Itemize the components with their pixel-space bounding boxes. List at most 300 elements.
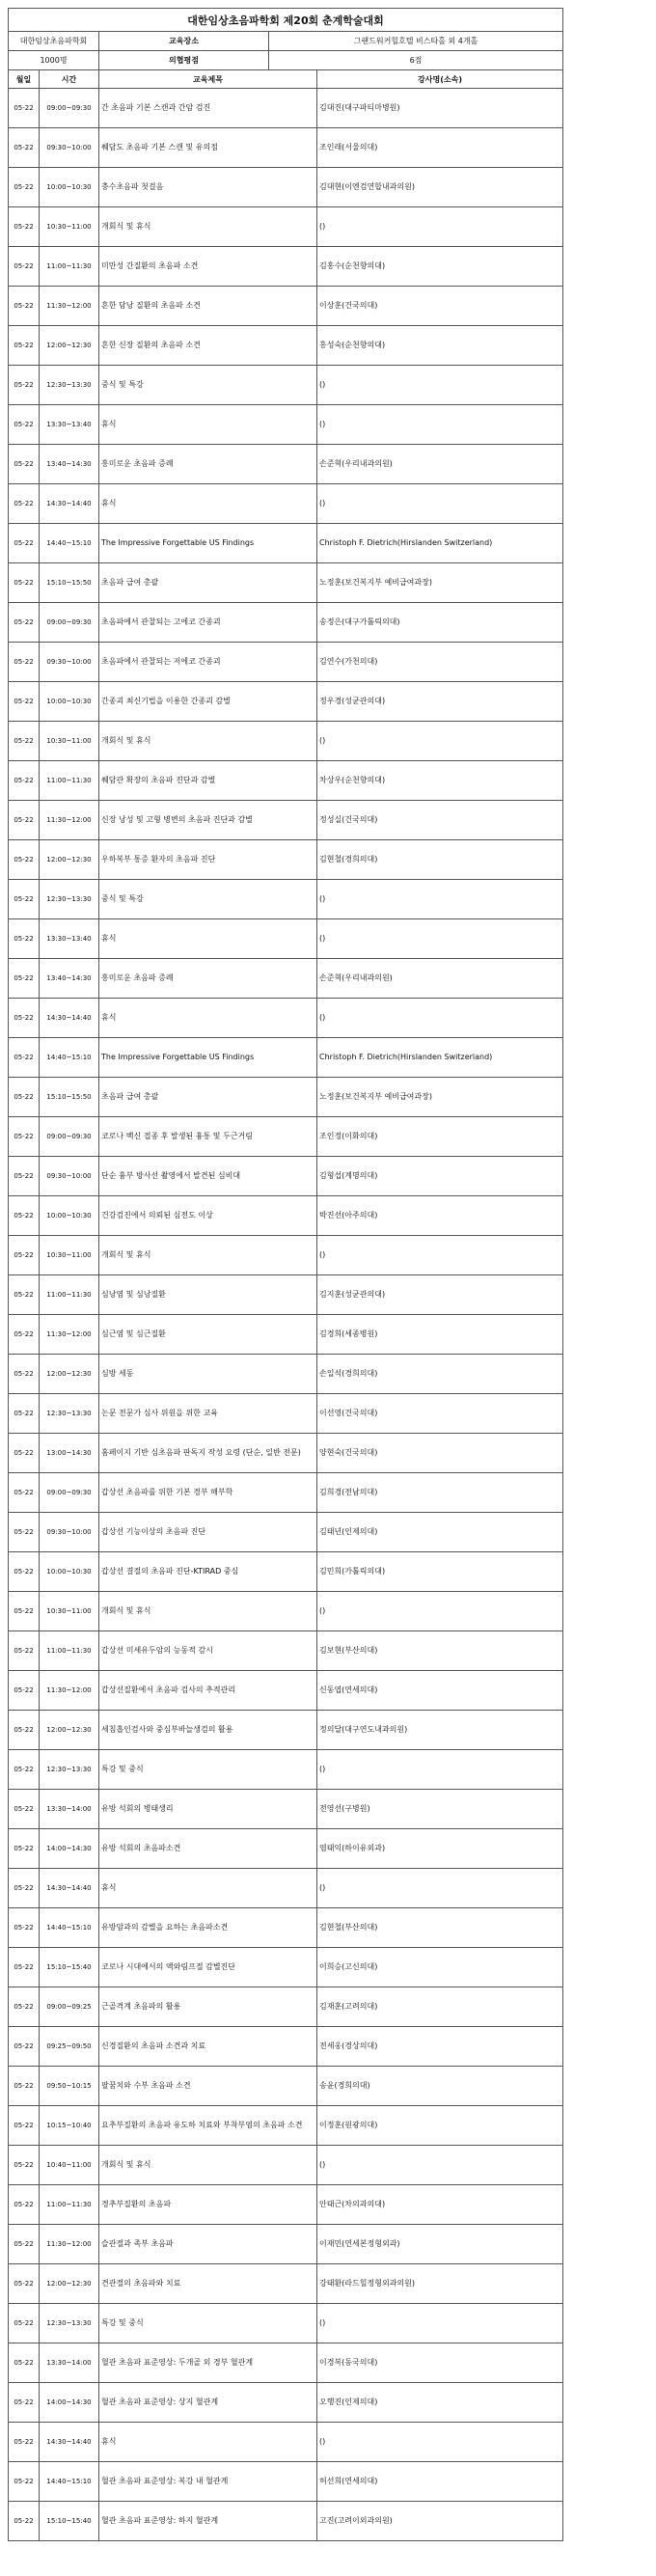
- row-speaker: (): [319, 1883, 326, 1892]
- row-title: 미만성 간질환의 초음파 소견: [101, 261, 199, 270]
- table-row: [9, 1829, 563, 1869]
- row-title: 흔한 신장 질환의 초음파 소견: [101, 341, 201, 349]
- row-title: The Impressive Forgettable US Findings: [101, 538, 255, 547]
- row-time-cell: [40, 1829, 99, 1869]
- row-speaker-cell: [317, 722, 563, 761]
- row-speaker-cell: [317, 1157, 563, 1196]
- row-title: 특강 및 중식: [101, 2318, 144, 2327]
- row-time: 12:00~12:30: [46, 342, 92, 349]
- row-speaker: 김현철(부산의대): [319, 1923, 378, 1932]
- row-title-cell: [99, 2146, 317, 2185]
- row-title-cell: [99, 1275, 317, 1315]
- row-time: 14:40~15:10: [46, 1924, 92, 1932]
- row-date: 05-22: [14, 2042, 34, 2050]
- table-row: [9, 1275, 563, 1315]
- row-title: 췌담관 확장의 초음파 진단과 감별: [101, 776, 216, 784]
- row-time: 12:30~13:30: [46, 895, 92, 903]
- row-speaker-cell: [317, 1790, 563, 1829]
- row-time-cell: [40, 1473, 99, 1513]
- table-row: [9, 1592, 563, 1631]
- row-time-cell: [40, 563, 99, 603]
- row-date-cell: [9, 761, 40, 801]
- row-title-cell: [99, 2027, 317, 2067]
- row-speaker-cell: [317, 761, 563, 801]
- row-title-cell: [99, 1592, 317, 1631]
- row-time-cell: [40, 89, 99, 128]
- row-time: 13:30~14:00: [46, 2359, 92, 2367]
- row-title: 중식 및 특강: [101, 894, 144, 903]
- row-time: 12:30~13:30: [46, 2319, 92, 2327]
- row-speaker-cell: [317, 2225, 563, 2264]
- row-time-cell: [40, 840, 99, 880]
- table-row: [9, 1315, 563, 1355]
- row-time: 11:00~11:30: [46, 2201, 92, 2208]
- document-title: 대한임상초음파학회 제20회 춘계학술대회: [9, 9, 563, 32]
- row-title: 초음파에서 관찰되는 고에코 간종괴: [101, 617, 221, 626]
- row-date-cell: [9, 128, 40, 168]
- row-date: 05-22: [14, 777, 34, 784]
- row-date-cell: [9, 2106, 40, 2146]
- row-title: 충수초음파 첫걸음: [101, 182, 164, 191]
- row-speaker-cell: [317, 1750, 563, 1790]
- row-date: 05-22: [14, 618, 34, 626]
- row-date: 05-22: [14, 1805, 34, 1813]
- row-title: 휴식: [101, 2437, 117, 2446]
- row-time: 12:30~13:30: [46, 381, 92, 389]
- row-title-cell: [99, 1829, 317, 1869]
- row-title-cell: [99, 2185, 317, 2225]
- row-title: 흥미로운 초음파 증례: [101, 459, 174, 468]
- row-date: 05-22: [14, 1133, 34, 1140]
- table-row: [9, 1908, 563, 1948]
- row-time-cell: [40, 2146, 99, 2185]
- row-title-cell: [99, 840, 317, 880]
- table-row: [9, 2264, 563, 2304]
- row-date: 05-22: [14, 1093, 34, 1101]
- row-date: 05-22: [14, 460, 34, 468]
- table-row: [9, 722, 563, 761]
- row-time-cell: [40, 287, 99, 326]
- table-row: [9, 2502, 563, 2541]
- row-date: 05-22: [14, 935, 34, 943]
- row-time-cell: [40, 128, 99, 168]
- table-row: [9, 1117, 563, 1157]
- row-time: 11:30~12:00: [46, 816, 92, 824]
- row-title: The Impressive Forgettable US Findings: [101, 1053, 255, 1061]
- row-title-cell: [99, 1671, 317, 1711]
- row-date-cell: [9, 326, 40, 366]
- row-time: 09:30~10:00: [46, 658, 92, 666]
- table-row: [9, 682, 563, 722]
- row-title-cell: [99, 2304, 317, 2343]
- row-title-cell: [99, 1711, 317, 1750]
- row-speaker-cell: [317, 326, 563, 366]
- row-speaker: (): [319, 736, 326, 745]
- row-speaker-cell: [317, 1196, 563, 1236]
- row-time-cell: [40, 1631, 99, 1671]
- table-row: [9, 999, 563, 1038]
- row-time: 09:30~10:00: [46, 1528, 92, 1536]
- row-speaker: (): [319, 894, 326, 903]
- row-time-cell: [40, 366, 99, 405]
- row-date-cell: [9, 1117, 40, 1157]
- row-title-cell: [99, 2264, 317, 2304]
- row-time: 12:00~12:30: [46, 856, 92, 863]
- row-title: 갑상선 결절의 초음파 진단-KTIRAD 중심: [101, 1567, 239, 1576]
- row-date: 05-22: [14, 1449, 34, 1457]
- row-speaker-cell: [317, 484, 563, 524]
- row-date-cell: [9, 168, 40, 207]
- row-time: 10:00~10:30: [46, 1212, 92, 1219]
- row-date: 05-22: [14, 144, 34, 151]
- row-time: 13:40~14:30: [46, 974, 92, 982]
- row-title-cell: [99, 1987, 317, 2027]
- table-row: [9, 2106, 563, 2146]
- row-date: 05-22: [14, 2201, 34, 2208]
- row-time-cell: [40, 1671, 99, 1711]
- table-row: [9, 1157, 563, 1196]
- row-title: 초음파 급여 총괄: [101, 1092, 159, 1101]
- row-time-cell: [40, 1869, 99, 1908]
- row-title-cell: [99, 2067, 317, 2106]
- row-time-cell: [40, 1513, 99, 1552]
- row-time: 10:00~10:30: [46, 1568, 92, 1576]
- table-row: [9, 2343, 563, 2383]
- table-row: [9, 168, 563, 207]
- row-time: 15:10~15:40: [46, 1963, 92, 1971]
- row-speaker-cell: [317, 2423, 563, 2462]
- row-speaker: 송정은(대구가톨릭의대): [319, 617, 400, 626]
- row-title-cell: [99, 761, 317, 801]
- row-time-cell: [40, 2067, 99, 2106]
- header-subject: 교육제목: [99, 70, 317, 89]
- row-title: 중식 및 특강: [101, 380, 144, 389]
- row-title: 초음파에서 관찰되는 저에코 간종괴: [101, 657, 221, 666]
- table-row: [9, 1948, 563, 1987]
- row-date: 05-22: [14, 1607, 34, 1615]
- row-title: 건강검진에서 의뢰된 심전도 이상: [101, 1211, 213, 1219]
- row-date-cell: [9, 840, 40, 880]
- row-title-cell: [99, 643, 317, 682]
- row-time-cell: [40, 801, 99, 840]
- row-speaker-cell: [317, 1869, 563, 1908]
- table-row: [9, 1236, 563, 1275]
- row-title: 유방 석회의 초음파소견: [101, 1844, 181, 1852]
- row-time: 13:30~13:40: [46, 935, 92, 943]
- row-title: 심낭염 및 심낭질환: [101, 1290, 166, 1299]
- row-time-cell: [40, 2423, 99, 2462]
- row-date-cell: [9, 2264, 40, 2304]
- row-speaker-cell: [317, 801, 563, 840]
- row-speaker: 송윤(경희의대): [319, 2081, 370, 2090]
- row-date: 05-22: [14, 1370, 34, 1378]
- row-date: 05-22: [14, 1726, 34, 1734]
- row-time-cell: [40, 1394, 99, 1434]
- row-date: 05-22: [14, 2280, 34, 2288]
- row-speaker: 손준혁(우리내과의원): [319, 459, 393, 468]
- society-name: 대한임상초음파학회: [9, 32, 99, 51]
- table-row: [9, 1394, 563, 1434]
- row-date: 05-22: [14, 1489, 34, 1496]
- row-date: 05-22: [14, 539, 34, 547]
- row-time-cell: [40, 1117, 99, 1157]
- row-time: 10:00~10:30: [46, 698, 92, 705]
- row-date-cell: [9, 2383, 40, 2423]
- row-speaker: 김민희(가톨릭의대): [319, 1567, 386, 1576]
- row-time: 09:25~09:50: [46, 2042, 92, 2050]
- row-title: 신장 낭성 및 고형 병변의 초음파 진단과 감별: [101, 815, 253, 824]
- row-date-cell: [9, 1038, 40, 1078]
- row-title: 혈관 초음파 표준영상: 상지 혈관계: [101, 2398, 219, 2406]
- row-time-cell: [40, 1275, 99, 1315]
- row-title: 휴식: [101, 420, 117, 428]
- row-speaker-cell: [317, 1631, 563, 1671]
- row-title-cell: [99, 1552, 317, 1592]
- row-date: 05-22: [14, 1172, 34, 1180]
- venue-value: 그랜드워커힐호텔 비스타홀 외 4개홀: [269, 32, 563, 51]
- row-date: 05-22: [14, 500, 34, 507]
- row-speaker-cell: [317, 1513, 563, 1552]
- row-date-cell: [9, 1196, 40, 1236]
- row-date: 05-22: [14, 658, 34, 666]
- row-time-cell: [40, 1790, 99, 1829]
- row-title-cell: [99, 1948, 317, 1987]
- table-row: [9, 2067, 563, 2106]
- row-time-cell: [40, 247, 99, 287]
- row-speaker-cell: [317, 1394, 563, 1434]
- row-speaker-cell: [317, 247, 563, 287]
- row-title: 췌담도 초음파 기본 스캔 및 유의점: [101, 143, 218, 151]
- row-date-cell: [9, 2146, 40, 2185]
- row-title-cell: [99, 1908, 317, 1948]
- row-date-cell: [9, 1473, 40, 1513]
- row-date: 05-22: [14, 2359, 34, 2367]
- row-speaker-cell: [317, 919, 563, 959]
- table-row: [9, 603, 563, 643]
- row-time: 12:00~12:30: [46, 1370, 92, 1378]
- row-title-cell: [99, 2423, 317, 2462]
- row-date-cell: [9, 603, 40, 643]
- table-row: [9, 643, 563, 682]
- table-row: [9, 2146, 563, 2185]
- row-date-cell: [9, 1671, 40, 1711]
- row-speaker-cell: [317, 207, 563, 247]
- attendance-value: 1000명: [9, 51, 99, 70]
- row-speaker: 김태년(인제의대): [319, 1527, 378, 1536]
- row-speaker-cell: [317, 563, 563, 603]
- row-time: 13:40~14:30: [46, 460, 92, 468]
- row-date-cell: [9, 1513, 40, 1552]
- row-speaker: (): [319, 1765, 326, 1773]
- row-date-cell: [9, 2225, 40, 2264]
- row-date: 05-22: [14, 2438, 34, 2446]
- row-date-cell: [9, 643, 40, 682]
- row-time: 11:30~12:00: [46, 1330, 92, 1338]
- row-time-cell: [40, 722, 99, 761]
- row-speaker: 조인래(서울의대): [319, 143, 378, 151]
- row-time-cell: [40, 2383, 99, 2423]
- header-speaker: 강사명(소속): [317, 70, 563, 89]
- row-title: 개회식 및 휴식: [101, 2160, 151, 2169]
- row-speaker: 김재훈(고려의대): [319, 2002, 378, 2011]
- row-speaker: 오행진(인제의대): [319, 2398, 378, 2406]
- header-time: 시간: [40, 70, 99, 89]
- row-title: 휴식: [101, 1013, 117, 1022]
- table-row: [9, 128, 563, 168]
- row-time-cell: [40, 1078, 99, 1117]
- row-date: 05-22: [14, 1686, 34, 1694]
- table-row: [9, 880, 563, 919]
- row-time-cell: [40, 1236, 99, 1275]
- row-time: 10:30~11:00: [46, 1251, 92, 1259]
- schedule-table: [8, 8, 563, 2541]
- row-speaker-cell: [317, 2067, 563, 2106]
- row-date-cell: [9, 1592, 40, 1631]
- row-date-cell: [9, 1315, 40, 1355]
- row-date: 05-22: [14, 974, 34, 982]
- row-date-cell: [9, 1275, 40, 1315]
- row-date: 05-22: [14, 1014, 34, 1022]
- row-speaker-cell: [317, 1592, 563, 1631]
- row-title-cell: [99, 801, 317, 840]
- row-speaker: (): [319, 1013, 326, 1022]
- row-time-cell: [40, 2106, 99, 2146]
- row-date-cell: [9, 1434, 40, 1473]
- row-date: 05-22: [14, 381, 34, 389]
- row-date-cell: [9, 722, 40, 761]
- row-time-cell: [40, 1948, 99, 1987]
- row-speaker: (): [319, 499, 326, 507]
- table-row: [9, 1434, 563, 1473]
- row-time-cell: [40, 1434, 99, 1473]
- row-title: 갑상선 기능이상의 초음파 진단: [101, 1527, 206, 1536]
- row-time: 11:30~12:00: [46, 2240, 92, 2248]
- row-time: 14:30~14:40: [46, 1884, 92, 1892]
- row-title: 초음파 급여 총괄: [101, 578, 159, 587]
- row-time: 09:00~09:30: [46, 1489, 92, 1496]
- row-date: 05-22: [14, 1330, 34, 1338]
- row-title: 심근염 및 심근질환: [101, 1329, 166, 1338]
- row-title-cell: [99, 880, 317, 919]
- row-date: 05-22: [14, 1568, 34, 1576]
- row-title: 단순 흉부 방사선 촬영에서 발견된 심비대: [101, 1171, 241, 1180]
- row-date: 05-22: [14, 895, 34, 903]
- row-date: 05-22: [14, 1251, 34, 1259]
- row-title-cell: [99, 603, 317, 643]
- row-time: 09:00~09:25: [46, 2003, 92, 2011]
- row-time-cell: [40, 445, 99, 484]
- table-row: [9, 1750, 563, 1790]
- row-title: 개회식 및 휴식: [101, 1606, 151, 1615]
- row-title: 개회식 및 휴식: [101, 736, 151, 745]
- row-title-cell: [99, 1790, 317, 1829]
- row-title: 휴식: [101, 934, 117, 943]
- row-time: 10:30~11:00: [46, 737, 92, 745]
- row-date: 05-22: [14, 183, 34, 191]
- row-title-cell: [99, 366, 317, 405]
- row-time: 14:40~15:10: [46, 539, 92, 547]
- row-time: 09:30~10:00: [46, 144, 92, 151]
- row-title-cell: [99, 405, 317, 445]
- row-speaker-cell: [317, 2027, 563, 2067]
- row-title-cell: [99, 1315, 317, 1355]
- row-date-cell: [9, 445, 40, 484]
- row-date: 05-22: [14, 698, 34, 705]
- table-row: [9, 2423, 563, 2462]
- row-time-cell: [40, 326, 99, 366]
- row-time: 14:40~15:10: [46, 1054, 92, 1061]
- row-title-cell: [99, 1196, 317, 1236]
- row-speaker: 이재민(연세본정형외과): [319, 2239, 400, 2248]
- row-time: 11:30~12:00: [46, 1686, 92, 1694]
- row-date-cell: [9, 2027, 40, 2067]
- row-time: 10:30~11:00: [46, 223, 92, 231]
- row-date: 05-22: [14, 2003, 34, 2011]
- row-title-cell: [99, 919, 317, 959]
- row-speaker: 손준혁(우리내과의원): [319, 973, 393, 982]
- row-title-cell: [99, 2502, 317, 2541]
- row-speaker: 박진선(아주의대): [319, 1211, 378, 1219]
- row-title: 논문 전문가 심사 위원을 위한 교육: [101, 1409, 218, 1417]
- venue-label: 교육장소: [99, 32, 269, 51]
- row-time: 11:30~12:00: [46, 302, 92, 310]
- row-date: 05-22: [14, 737, 34, 745]
- row-title-cell: [99, 2225, 317, 2264]
- row-speaker: (): [319, 380, 326, 389]
- row-title-cell: [99, 1236, 317, 1275]
- table-row: [9, 1987, 563, 2027]
- row-time-cell: [40, 484, 99, 524]
- row-title: 흔한 담낭 질환의 초음파 소견: [101, 301, 201, 310]
- row-title-cell: [99, 247, 317, 287]
- row-speaker-cell: [317, 524, 563, 563]
- row-speaker-cell: [317, 999, 563, 1038]
- row-time: 12:00~12:30: [46, 2280, 92, 2288]
- row-title-cell: [99, 1157, 317, 1196]
- table-row: [9, 1790, 563, 1829]
- row-speaker: 이희승(고신의대): [319, 1962, 378, 1971]
- row-speaker: (): [319, 420, 326, 428]
- row-time: 14:30~14:40: [46, 500, 92, 507]
- row-speaker: 정의달(대구연도내과의원): [319, 1725, 408, 1734]
- row-date-cell: [9, 89, 40, 128]
- row-speaker-cell: [317, 1275, 563, 1315]
- row-time: 09:30~10:00: [46, 1172, 92, 1180]
- row-date: 05-22: [14, 1212, 34, 1219]
- table-row: [9, 1513, 563, 1552]
- row-time-cell: [40, 405, 99, 445]
- row-speaker: 홍성숙(순천향의대): [319, 341, 386, 349]
- row-speaker: 김연수(가천의대): [319, 657, 378, 666]
- row-date-cell: [9, 1631, 40, 1671]
- row-title: 견관절의 초음파와 치료: [101, 2279, 181, 2288]
- row-title: 흥미로운 초음파 증례: [101, 973, 174, 982]
- row-date-cell: [9, 484, 40, 524]
- row-speaker-cell: [317, 682, 563, 722]
- row-date: 05-22: [14, 1054, 34, 1061]
- row-date: 05-22: [14, 302, 34, 310]
- row-title: 신경질환의 초음파 소견과 치료: [101, 2042, 206, 2050]
- row-speaker: 강태환(라드힐정형외과의원): [319, 2279, 415, 2288]
- row-time: 12:00~12:30: [46, 1726, 92, 1734]
- row-speaker: 김대현(이엔검연합내과의원): [319, 182, 415, 191]
- row-date-cell: [9, 1552, 40, 1592]
- row-title: 개회식 및 휴식: [101, 222, 151, 231]
- row-time: 12:30~13:30: [46, 1766, 92, 1773]
- row-speaker-cell: [317, 2146, 563, 2185]
- row-time: 14:00~14:30: [46, 1845, 92, 1852]
- row-time: 13:30~14:00: [46, 1805, 92, 1813]
